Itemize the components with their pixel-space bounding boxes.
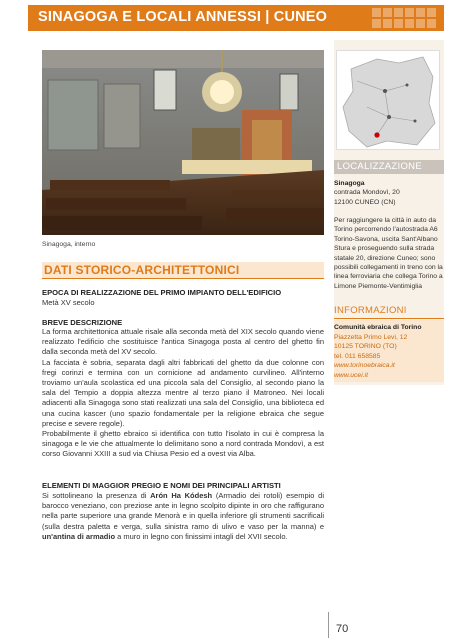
breve-heading: BREVE DESCRIZIONE [42,318,123,327]
section-title-bar [42,262,324,279]
elementi-heading: ELEMENTI DI MAGGIOR PREGIO E NOMI DEI PRINCIPALI ARTISTI [42,481,281,490]
info-phone: tel. 011 658585 [334,352,381,360]
photo-caption: Sinagoga, interno [42,241,96,248]
page-number: 70 [336,623,349,635]
text: (Armadio dei rotoli) esempio di barocco veneziano, con preziose ante in legno scolpito dipinte in oro che raffigurano nella parte superiore una grande Menorà e in quella inferiore gli strumenti sacrificali (sulla destra paletta e verga, sulla sinistra ramo di ulivo e vaso per la manna) e [42,491,324,531]
header-decoration [372,8,440,28]
info-contacts [334,323,444,381]
location-name: Sinagoga [334,180,365,187]
epoca-value: Metà XV secolo [42,298,95,307]
location-city: 12100 CUNEO (CN) [334,198,396,206]
info-organization: Comunità ebraica di Torino [334,324,422,331]
paragraph: La forma architettonica attuale risale alla seconda metà del XIX secolo quando viene realizzato l'edificio che sostituisce l'antica Sinagoga posta al centro del ghetto fin dalla seconda metà del XV secolo. [42,327,324,357]
breve-descrizione-text [42,327,324,460]
text-bold: Arón Ha Kódesh [150,491,213,500]
synagogue-interior-photo [42,50,324,235]
website-link[interactable]: www.torinoebraica.it [334,362,395,370]
epoca-heading: EPOCA DI REALIZZAZIONE DEL PRIMO IMPIANTO DELL'EDIFICIO [42,288,282,297]
location-street: contrada Mondovì, 20 [334,189,400,197]
informazioni-title: INFORMAZIONI [334,305,407,316]
paragraph: La facciata è sobria, separata dagli altri fabbricati del ghetto da due colonne con fregi corinzi e termina con un cornicione ad andamento curvilineo. All'interno troviamo un'aula scolastica ed una piccola sala del Consiglio, al secondo piano la sala del Tempio a doppia altezza mentre al terzo piano il Matroneo. Nei locali adiacenti alla Sinagoga sono stati realizzati una sala del Consiglio, una biblioteca ed una cucina kascer (uno spazio fondamentale per la religione ebraica che segue precise e severe regole). [42,357,324,428]
text: a muro in legno con finissimi intagli del XVII secolo. [115,531,288,541]
section-title: DATI STORICO-ARCHITETTONICI [44,263,240,277]
localizzazione-bar [334,160,444,174]
header-bar [28,5,444,31]
website-link[interactable]: www.ucei.it [334,371,368,379]
page-title: SINAGOGA E LOCALI ANNESSI | CUNEO [38,9,328,25]
text-bold: un'antina di armadio [42,531,116,541]
directions-text: Per raggiungere la città in auto da Torino percorrendo l'autostrada A6 Torino-Savona, uscita Sant'Albano Stura e proseguendo sulla strada statale 20, direzione Cuneo; sono possibili collegamenti in treno con la linea ferroviaria che collega Torino a Limone Piemonte-Ventimiglia [334,217,443,290]
paragraph: Probabilmente il ghetto ebraico si identifica con tutto l'isolato in cui è compresa la sinagoga e le vie che attualmente lo delimitano sono a nord contrada Mondovì, a est corso Giovanni XXIII a sud via Chiusa Pesio ed a ovest via Alba. [42,429,324,459]
info-city: 10125 TORINO (TO) [334,343,397,351]
divider [334,318,444,319]
location-map [336,50,440,150]
elementi-text [42,491,324,542]
page-rule [328,612,329,638]
info-address: Piazzetta Primo Levi, 12 [334,333,408,341]
location-address [334,179,444,207]
localizzazione-title: LOCALIZZAZIONE [337,161,422,172]
text: Si sottolineano la presenza di [42,491,151,500]
